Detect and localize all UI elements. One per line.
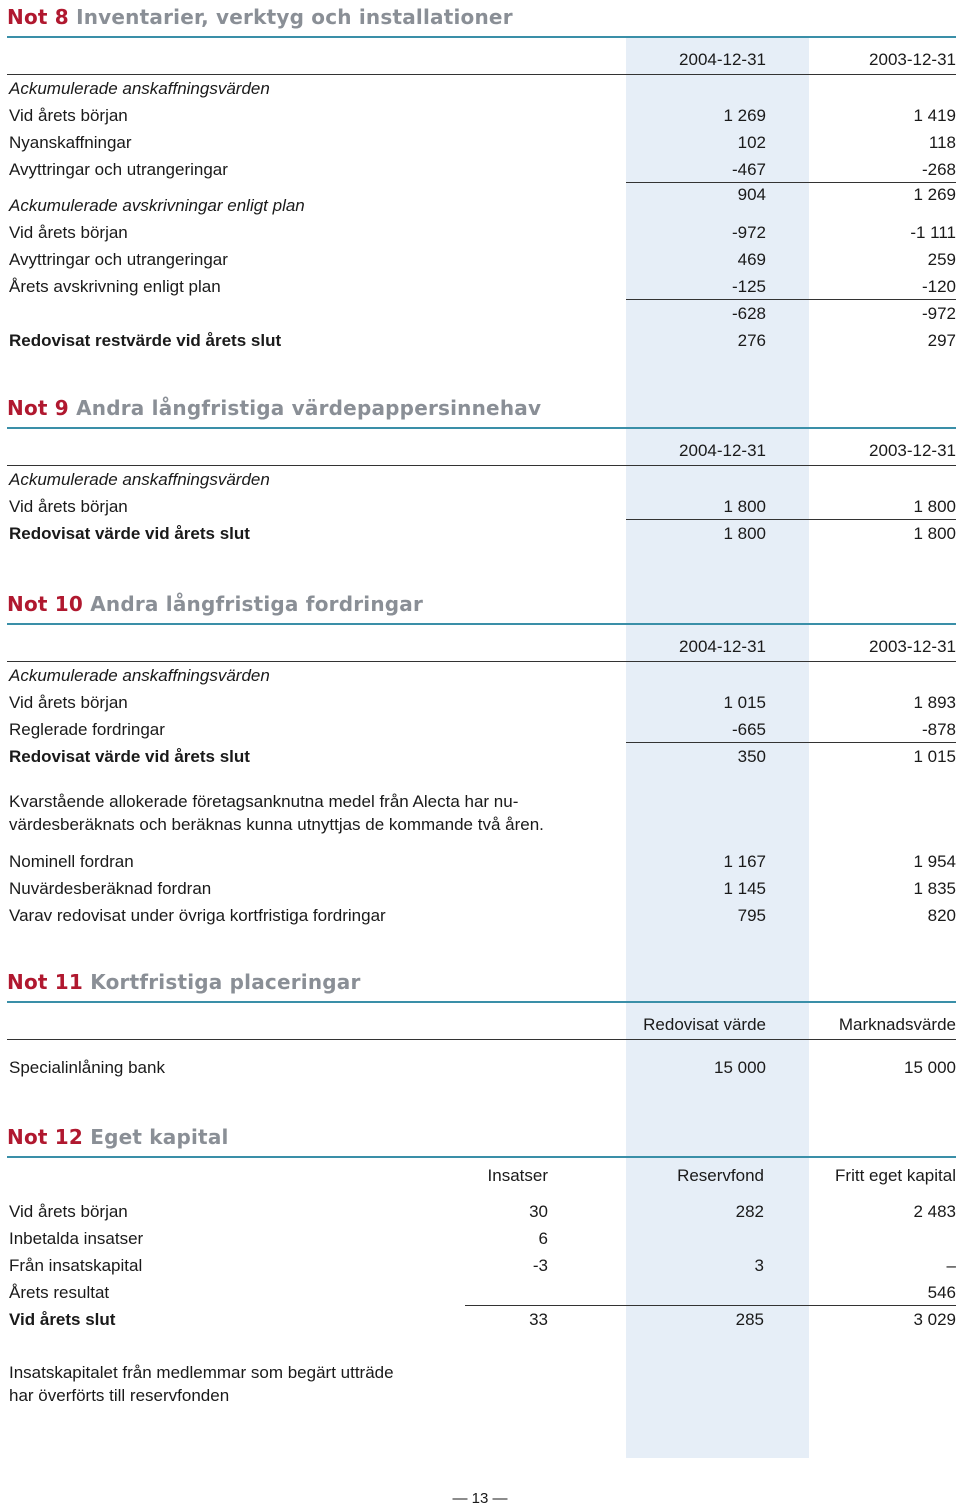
note-10-column-header: 2004-12-31 2003-12-31 — [7, 625, 956, 662]
table-row: Nominell fordran 1 167 1 954 — [9, 852, 956, 871]
note-12-column-header: Insatser Reservfond Fritt eget kapital — [487, 1166, 956, 1185]
note-11-column-header: Redovisat värde Marknadsvärde — [7, 1003, 956, 1040]
table-row: Ackumulerade anskaffningsvärden — [9, 666, 270, 685]
table-row: Ackumulerade avskrivningar enligt plan 904 1 269 — [9, 185, 956, 215]
note-10 — [7, 587, 956, 929]
note-11 — [7, 965, 956, 1081]
table-row: Vid årets början 1 800 1 800 — [7, 493, 956, 520]
note-8-heading: Not 8 Inventarier, verktyg och installationer — [7, 0, 956, 38]
table-row-total: Redovisat värde vid årets slut 350 1 015 — [9, 747, 956, 766]
note-12 — [7, 1120, 956, 1407]
table-row: -628 -972 — [731, 304, 956, 323]
table-row: Nuvärdesberäknad fordran 1 145 1 835 — [9, 879, 956, 898]
note-8-column-header: 2004-12-31 2003-12-31 — [7, 38, 956, 75]
table-row: Avyttringar och utrangeringar 469 259 — [9, 250, 956, 269]
table-row: Vid årets början -972 -1 111 — [9, 223, 956, 242]
table-row: Vid årets början 1 269 1 419 — [9, 106, 956, 125]
table-row: Avyttringar och utrangeringar -467 -268 — [7, 156, 956, 183]
table-row: Från insatskapital -3 3 – — [9, 1256, 956, 1275]
table-row-total: Redovisat restvärde vid årets slut 276 297 — [9, 331, 956, 350]
table-row-total: Redovisat värde vid årets slut 1 800 1 800 — [9, 524, 956, 543]
note-10-heading: Not 10 Andra långfristiga fordringar — [7, 587, 956, 625]
table-row: Vid årets början 30 282 2 483 — [9, 1202, 956, 1221]
note-12-paragraph: Insatskapitalet från medlemmar som begärt utträde har överförts till reservfonden — [9, 1363, 394, 1405]
table-row: Varav redovisat under övriga kortfristiga fordringar 795 820 — [9, 906, 956, 925]
page-number: — 13 — — [452, 1490, 508, 1507]
note-9-heading: Not 9 Andra långfristiga värdepappersinnehav — [7, 391, 956, 429]
table-row-total: Vid årets slut 33 285 3 029 — [9, 1310, 956, 1329]
note-12-heading: Not 12 Eget kapital — [7, 1120, 956, 1158]
table-row: Nyanskaffningar 102 118 — [9, 133, 956, 152]
note-9 — [7, 391, 956, 547]
note-11-heading: Not 11 Kortfristiga placeringar — [7, 965, 956, 1003]
note-9-column-header: 2004-12-31 2003-12-31 — [7, 429, 956, 466]
table-row: Ackumulerade anskaffningsvärden — [9, 79, 270, 98]
note-8 — [7, 0, 956, 354]
table-row: Reglerade fordringar -665 -878 — [7, 716, 956, 743]
table-row: Vid årets början 1 015 1 893 — [9, 693, 956, 712]
table-row: Årets resultat 546 — [7, 1279, 956, 1306]
note-10-paragraph: Kvarstående allokerade företagsanknutna medel från Alecta har nu- värdesberäknats och beräknas kunna utnyttjas de kommande två åren. — [9, 792, 544, 834]
table-row: Inbetalda insatser 6 — [9, 1229, 548, 1248]
table-row: Specialinlåning bank 15 000 15 000 — [9, 1058, 956, 1077]
table-row: Årets avskrivning enligt plan -125 -120 — [7, 273, 956, 300]
table-row: Ackumulerade anskaffningsvärden — [9, 470, 270, 489]
